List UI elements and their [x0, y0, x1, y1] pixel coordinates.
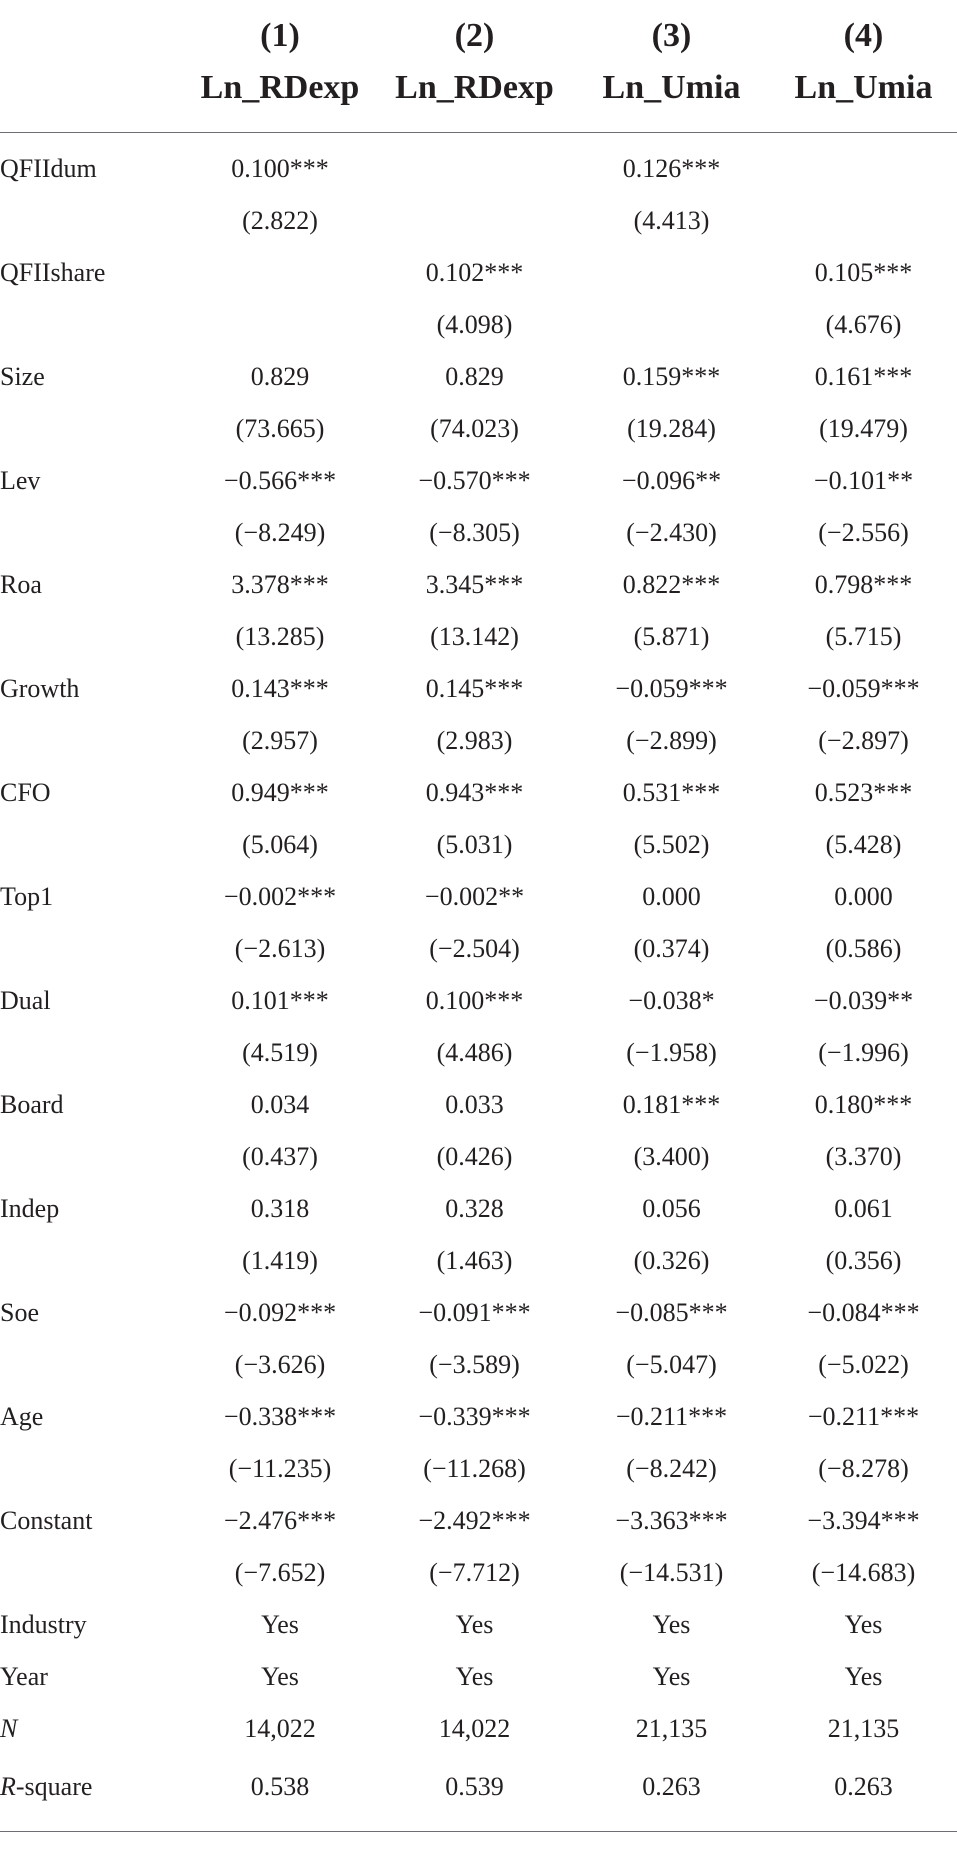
- cell-value: (−2.430): [626, 518, 717, 547]
- cell-value: Yes: [455, 1662, 494, 1691]
- cell-value: (0.326): [633, 1246, 710, 1275]
- row-label: Year: [0, 1662, 48, 1691]
- cell-value: 0.056: [642, 1194, 701, 1223]
- cell-value: 0.829: [250, 362, 310, 391]
- cell-value: (5.871): [633, 622, 710, 651]
- table-row: [0, 1495, 957, 1547]
- table-row: [0, 1651, 957, 1703]
- cell-value: [376, 195, 573, 247]
- cell-value: −3.363***: [615, 1506, 728, 1535]
- cell-value: −0.211***: [807, 1402, 920, 1431]
- cell-value: 0.105***: [814, 258, 913, 287]
- table-row: [0, 975, 957, 1027]
- cell-value: [184, 299, 376, 351]
- cell-value: Yes: [261, 1662, 299, 1691]
- row-label: [0, 299, 184, 351]
- cell-value: −0.101**: [813, 466, 914, 495]
- cell-value: −0.002**: [424, 882, 525, 911]
- cell-value: (0.586): [825, 934, 902, 963]
- table-row: [0, 1287, 957, 1339]
- cell-value: 0.000: [834, 882, 893, 911]
- cell-value: 0.263: [573, 1755, 770, 1832]
- row-label: [0, 195, 184, 247]
- cell-value: (−2.899): [626, 726, 717, 755]
- cell-value: [573, 299, 770, 351]
- table-row: [0, 1079, 957, 1131]
- row-label: Soe: [0, 1298, 39, 1327]
- cell-value: Yes: [455, 1610, 494, 1639]
- table-row: [0, 663, 957, 715]
- row-label: Top1: [0, 882, 54, 911]
- cell-value: (−11.235): [228, 1454, 332, 1483]
- row-label: [0, 1131, 184, 1183]
- column-name: Ln_Umia: [770, 56, 957, 133]
- cell-value: (4.676): [825, 310, 902, 339]
- header-corner: [0, 56, 184, 133]
- row-label: Dual: [0, 986, 51, 1015]
- table-row: [0, 1755, 957, 1832]
- cell-value: 0.531***: [622, 778, 721, 807]
- cell-value: (−8.242): [626, 1454, 717, 1483]
- cell-value: 0.181***: [622, 1090, 721, 1119]
- cell-value: (0.374): [633, 934, 710, 963]
- row-label: [0, 507, 184, 559]
- table-row: [0, 1703, 957, 1755]
- cell-value: −0.084***: [807, 1298, 920, 1327]
- cell-value: (−8.249): [234, 518, 326, 547]
- cell-value: −0.338***: [223, 1402, 337, 1431]
- header-row-names: [0, 56, 957, 133]
- cell-value: 14,022: [244, 1714, 316, 1743]
- cell-value: 3.345***: [425, 570, 524, 599]
- cell-value: 0.102***: [425, 258, 524, 287]
- cell-value: 0.328: [445, 1194, 504, 1223]
- cell-value: 0.033: [445, 1090, 504, 1119]
- table-row: [0, 1599, 957, 1651]
- cell-value: (2.822): [242, 206, 318, 235]
- cell-value: −0.059***: [615, 674, 728, 703]
- cell-value: −2.492***: [418, 1506, 531, 1535]
- cell-value: 0.034: [250, 1090, 310, 1119]
- table-row: [0, 611, 957, 663]
- table-row: [0, 1183, 957, 1235]
- cell-value: −0.039**: [813, 986, 914, 1015]
- table-row: [0, 819, 957, 871]
- cell-value: Yes: [652, 1662, 691, 1691]
- cell-value: (1.463): [436, 1246, 513, 1275]
- row-label-italic: R: [0, 1772, 16, 1801]
- cell-value: (−1.958): [626, 1038, 717, 1067]
- row-label: Roa: [0, 570, 42, 599]
- cell-value: −0.038*: [628, 986, 715, 1015]
- row-label: [0, 1339, 184, 1391]
- table-row: [0, 923, 957, 975]
- cell-value: (73.665): [235, 414, 325, 443]
- column-name: Ln_RDexp: [376, 56, 573, 133]
- cell-value: 0.949***: [231, 778, 329, 807]
- cell-value: (4.519): [242, 1038, 318, 1067]
- cell-value: [770, 195, 957, 247]
- cell-value: (19.284): [627, 414, 716, 443]
- table-row: [0, 133, 957, 196]
- table-row: [0, 1235, 957, 1287]
- cell-value: 0.161***: [814, 362, 913, 391]
- table-row: [0, 1443, 957, 1495]
- cell-value: Yes: [844, 1610, 883, 1639]
- table-row: [0, 247, 957, 299]
- cell-value: −0.096**: [621, 466, 722, 495]
- cell-value: 0.100***: [425, 986, 524, 1015]
- cell-value: (−3.626): [234, 1350, 326, 1379]
- cell-value: −0.085***: [615, 1298, 728, 1327]
- row-label: [0, 1027, 184, 1079]
- cell-value: (0.437): [242, 1142, 318, 1171]
- table-row: [0, 715, 957, 767]
- cell-value: (13.285): [235, 622, 325, 651]
- cell-value: 0.100***: [231, 154, 329, 183]
- row-label: CFO: [0, 778, 51, 807]
- row-label: [0, 1703, 184, 1755]
- table-row: [0, 1547, 957, 1599]
- row-label: Size: [0, 362, 45, 391]
- table-row: [0, 455, 957, 507]
- cell-value: 0.943***: [425, 778, 524, 807]
- cell-value: 0.061: [834, 1194, 893, 1223]
- header-row-numbers: [0, 0, 957, 56]
- cell-value: (−2.613): [234, 934, 326, 963]
- cell-value: 0.180***: [814, 1090, 913, 1119]
- row-label: [0, 715, 184, 767]
- cell-value: 0.159***: [622, 362, 721, 391]
- cell-value: 0.263: [770, 1755, 957, 1832]
- row-label: Industry: [0, 1610, 87, 1639]
- cell-value: Yes: [261, 1610, 299, 1639]
- cell-value: (2.983): [436, 726, 513, 755]
- cell-value: (−2.556): [818, 518, 909, 547]
- cell-value: −0.092***: [223, 1298, 337, 1327]
- column-name: Ln_Umia: [573, 56, 770, 133]
- row-label: [0, 403, 184, 455]
- cell-value: 0.126***: [622, 154, 721, 183]
- cell-value: −3.394***: [807, 1506, 920, 1535]
- table-row: [0, 403, 957, 455]
- table-body: [0, 133, 957, 1832]
- cell-value: 0.829: [445, 362, 504, 391]
- cell-value: 0.822***: [622, 570, 721, 599]
- cell-value: 0.798***: [814, 570, 913, 599]
- cell-value: [376, 133, 573, 196]
- cell-value: −0.091***: [418, 1298, 531, 1327]
- row-label: Age: [0, 1402, 44, 1431]
- cell-value: −0.211***: [615, 1402, 728, 1431]
- cell-value: 0.000: [642, 882, 701, 911]
- cell-value: 0.538: [184, 1755, 376, 1832]
- table-row: [0, 871, 957, 923]
- row-label: QFIIdum: [0, 154, 97, 183]
- cell-value: −0.566***: [223, 466, 337, 495]
- cell-value: (3.370): [825, 1142, 902, 1171]
- cell-value: (−7.652): [234, 1558, 326, 1587]
- cell-value: (74.023): [430, 414, 519, 443]
- cell-value: 0.318: [250, 1194, 310, 1223]
- cell-value: Yes: [652, 1610, 691, 1639]
- cell-value: −0.570***: [418, 466, 531, 495]
- cell-value: (4.413): [633, 206, 710, 235]
- cell-value: 0.145***: [425, 674, 524, 703]
- cell-value: (5.428): [825, 830, 902, 859]
- cell-value: (−5.022): [818, 1350, 909, 1379]
- row-label: [0, 1235, 184, 1287]
- cell-value: (0.356): [825, 1246, 902, 1275]
- column-number: (2): [454, 17, 495, 54]
- cell-value: 3.378***: [231, 570, 329, 599]
- cell-value: −2.476***: [223, 1506, 337, 1535]
- row-label: Constant: [0, 1506, 93, 1535]
- cell-value: 0.143***: [231, 674, 329, 703]
- cell-value: 0.523***: [814, 778, 913, 807]
- table-row: [0, 767, 957, 819]
- row-label: QFIIshare: [0, 258, 106, 287]
- table-row: [0, 195, 957, 247]
- column-number: (3): [651, 17, 692, 54]
- cell-value: 21,135: [635, 1714, 708, 1743]
- cell-value: (−14.531): [619, 1558, 724, 1587]
- cell-value: Yes: [844, 1662, 883, 1691]
- cell-value: (19.479): [819, 414, 908, 443]
- column-number: (1): [260, 17, 300, 54]
- cell-value: [573, 247, 770, 299]
- cell-value: (−1.996): [818, 1038, 909, 1067]
- cell-value: (13.142): [430, 622, 519, 651]
- cell-value: (5.031): [436, 830, 513, 859]
- row-label: Board: [0, 1090, 64, 1119]
- cell-value: (5.715): [825, 622, 902, 651]
- table-row: [0, 351, 957, 403]
- cell-value: (5.064): [242, 830, 318, 859]
- table-row: [0, 1131, 957, 1183]
- cell-value: (5.502): [633, 830, 710, 859]
- table-header: [0, 0, 957, 133]
- cell-value: (4.486): [436, 1038, 513, 1067]
- cell-value: (−14.683): [811, 1558, 916, 1587]
- cell-value: (2.957): [242, 726, 318, 755]
- cell-value: (1.419): [242, 1246, 318, 1275]
- cell-value: 0.101***: [231, 986, 329, 1015]
- cell-value: (−2.504): [429, 934, 520, 963]
- header-corner: [0, 0, 184, 56]
- cell-value: (−8.278): [818, 1454, 909, 1483]
- cell-value: −0.002***: [223, 882, 337, 911]
- cell-value: (−5.047): [626, 1350, 717, 1379]
- table-row: [0, 1339, 957, 1391]
- cell-value: 0.539: [376, 1755, 573, 1832]
- cell-value: (−2.897): [818, 726, 909, 755]
- column-number: (4): [843, 17, 884, 54]
- table-row: [0, 1027, 957, 1079]
- table-row: [0, 559, 957, 611]
- cell-value: −0.059***: [807, 674, 920, 703]
- cell-value: (3.400): [633, 1142, 710, 1171]
- row-label-rest: -square: [15, 1772, 93, 1801]
- cell-value: [184, 247, 376, 299]
- row-label: [0, 611, 184, 663]
- table-row: [0, 1391, 957, 1443]
- table-row: [0, 507, 957, 559]
- cell-value: (−8.305): [429, 518, 520, 547]
- row-label: [0, 923, 184, 975]
- cell-value: −0.339***: [418, 1402, 531, 1431]
- table-row: [0, 299, 957, 351]
- row-label: Lev: [0, 466, 41, 495]
- row-label: [0, 1443, 184, 1495]
- cell-value: (−3.589): [429, 1350, 520, 1379]
- row-label: [0, 819, 184, 871]
- cell-value: (−7.712): [429, 1558, 520, 1587]
- row-label: Indep: [0, 1194, 60, 1223]
- row-label-italic: N: [0, 1714, 18, 1743]
- cell-value: [770, 133, 957, 196]
- cell-value: 21,135: [827, 1714, 900, 1743]
- cell-value: (−11.268): [423, 1454, 526, 1483]
- row-label: [0, 1755, 184, 1832]
- row-label: [0, 1547, 184, 1599]
- row-label: Growth: [0, 674, 80, 703]
- cell-value: (4.098): [436, 310, 513, 339]
- cell-value: 14,022: [438, 1714, 511, 1743]
- column-name: Ln_RDexp: [184, 56, 376, 133]
- cell-value: (0.426): [436, 1142, 513, 1171]
